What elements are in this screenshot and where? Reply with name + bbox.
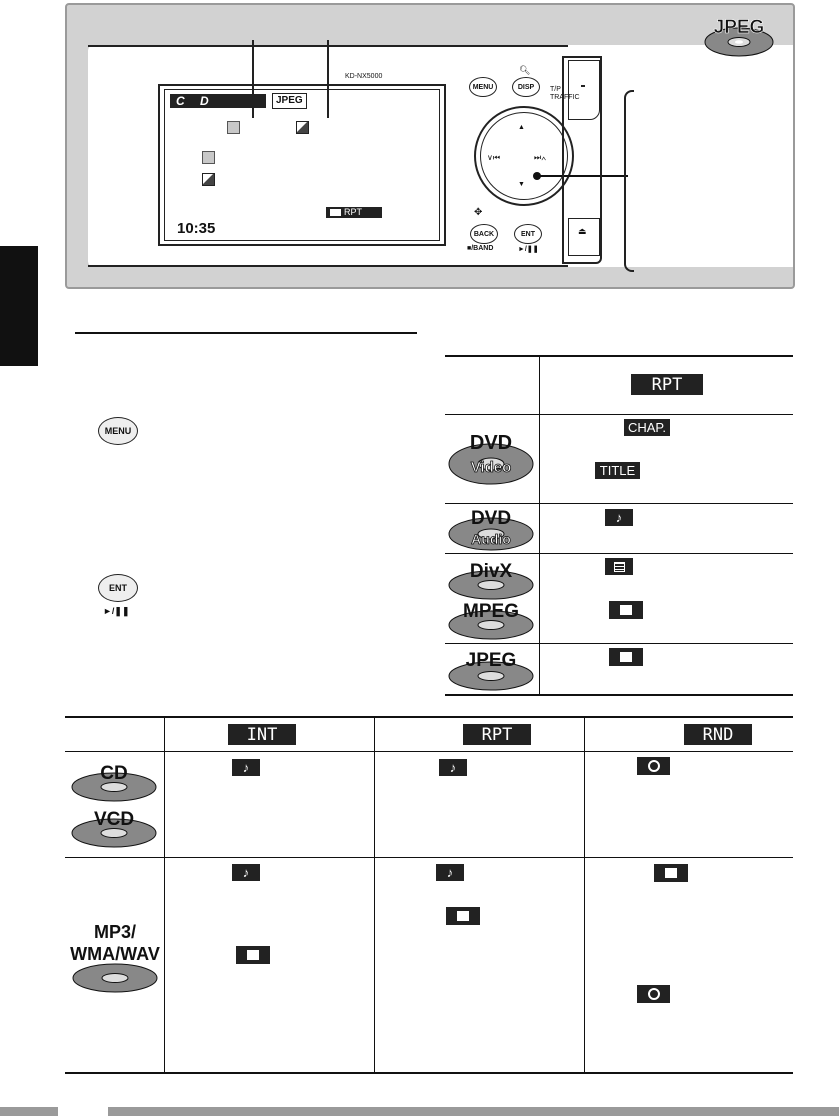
- folder-icon: [202, 151, 215, 164]
- svg-text:VCD: VCD: [93, 809, 135, 830]
- rpt-header-badge: RPT: [463, 724, 531, 745]
- svg-text:DivX: DivX: [469, 561, 513, 582]
- move-icon: ✥: [474, 207, 483, 218]
- svg-text:MPEG: MPEG: [463, 601, 519, 622]
- search-icon: 🔍︎: [519, 65, 531, 75]
- jpeg-disc-icon: [447, 644, 535, 694]
- disc-icon: [637, 985, 670, 1003]
- format-badge: JPEG: [272, 93, 307, 109]
- folder-icon: [236, 946, 270, 964]
- menu-button[interactable]: MENU: [469, 77, 497, 97]
- back-button[interactable]: BACK: [470, 224, 498, 244]
- dvd-video-disc-icon: [447, 422, 535, 494]
- footer-bar: [108, 1107, 839, 1116]
- svg-text:MP3/: MP3/: [93, 922, 137, 942]
- svg-text:DVD: DVD: [470, 508, 512, 529]
- note-icon: ♪: [605, 509, 633, 526]
- menu-step-button: MENU: [98, 417, 138, 445]
- disc-icon: [637, 757, 670, 775]
- svg-text:Audio: Audio: [471, 531, 511, 547]
- note-icon: ♪: [436, 864, 464, 881]
- image-file-icon: [202, 173, 215, 186]
- model-name: KD-NX5000: [345, 73, 383, 80]
- svg-text:JPEG: JPEG: [713, 17, 765, 38]
- mp3-wma-wav-disc-icon: [70, 912, 160, 1016]
- note-icon: ♪: [232, 864, 260, 881]
- svg-text:WMA/WAV: WMA/WAV: [70, 944, 160, 964]
- svg-text:DVD: DVD: [469, 432, 513, 454]
- cd-vcd-disc-icon: [70, 757, 158, 853]
- rpt-header-badge: RPT: [631, 374, 703, 395]
- note-icon: ♪: [232, 759, 260, 776]
- eject-button[interactable]: [568, 218, 600, 256]
- folder-icon: [330, 209, 341, 216]
- section-tab: [0, 246, 38, 366]
- jpeg-disc-icon: [703, 10, 775, 60]
- folder-icon: [446, 907, 480, 925]
- folder-icon: [227, 121, 240, 134]
- detach-button[interactable]: [568, 60, 600, 120]
- next-icon[interactable]: ⏭∧: [534, 153, 547, 162]
- chap-badge: CHAP.: [624, 419, 670, 436]
- note-icon: ♪: [439, 759, 467, 776]
- svg-text:CD: CD: [100, 763, 128, 784]
- disp-button[interactable]: DISP: [512, 77, 540, 97]
- eject-icon: ⏏: [578, 226, 587, 236]
- svg-text:JPEG: JPEG: [465, 650, 517, 671]
- folder-icon: [654, 864, 688, 882]
- image-file-icon: [296, 121, 309, 134]
- folder-icon: [609, 601, 643, 619]
- repeat-badge: RPT: [326, 207, 382, 218]
- source-label: C D: [170, 94, 266, 108]
- clock: 10:35: [177, 220, 216, 237]
- svg-text:Video: Video: [470, 459, 512, 476]
- film-icon: [605, 558, 633, 575]
- down-arrow-icon[interactable]: ▼: [518, 181, 525, 188]
- divx-mpeg-disc-icon: [447, 555, 535, 645]
- folder-icon: [609, 648, 643, 666]
- dvd-audio-disc-icon: [447, 504, 535, 554]
- tp-traffic-label: T/P TRAFFIC: [550, 86, 580, 101]
- prev-icon[interactable]: ∨⏮: [487, 153, 501, 162]
- footer-bar: [0, 1107, 58, 1116]
- up-arrow-icon[interactable]: ▲: [518, 124, 525, 131]
- title-badge: TITLE: [595, 462, 640, 479]
- rnd-header-badge: RND: [684, 724, 752, 745]
- int-header-badge: INT: [228, 724, 296, 745]
- ent-step-button: ENT: [98, 574, 138, 602]
- ent-button[interactable]: ENT: [514, 224, 542, 244]
